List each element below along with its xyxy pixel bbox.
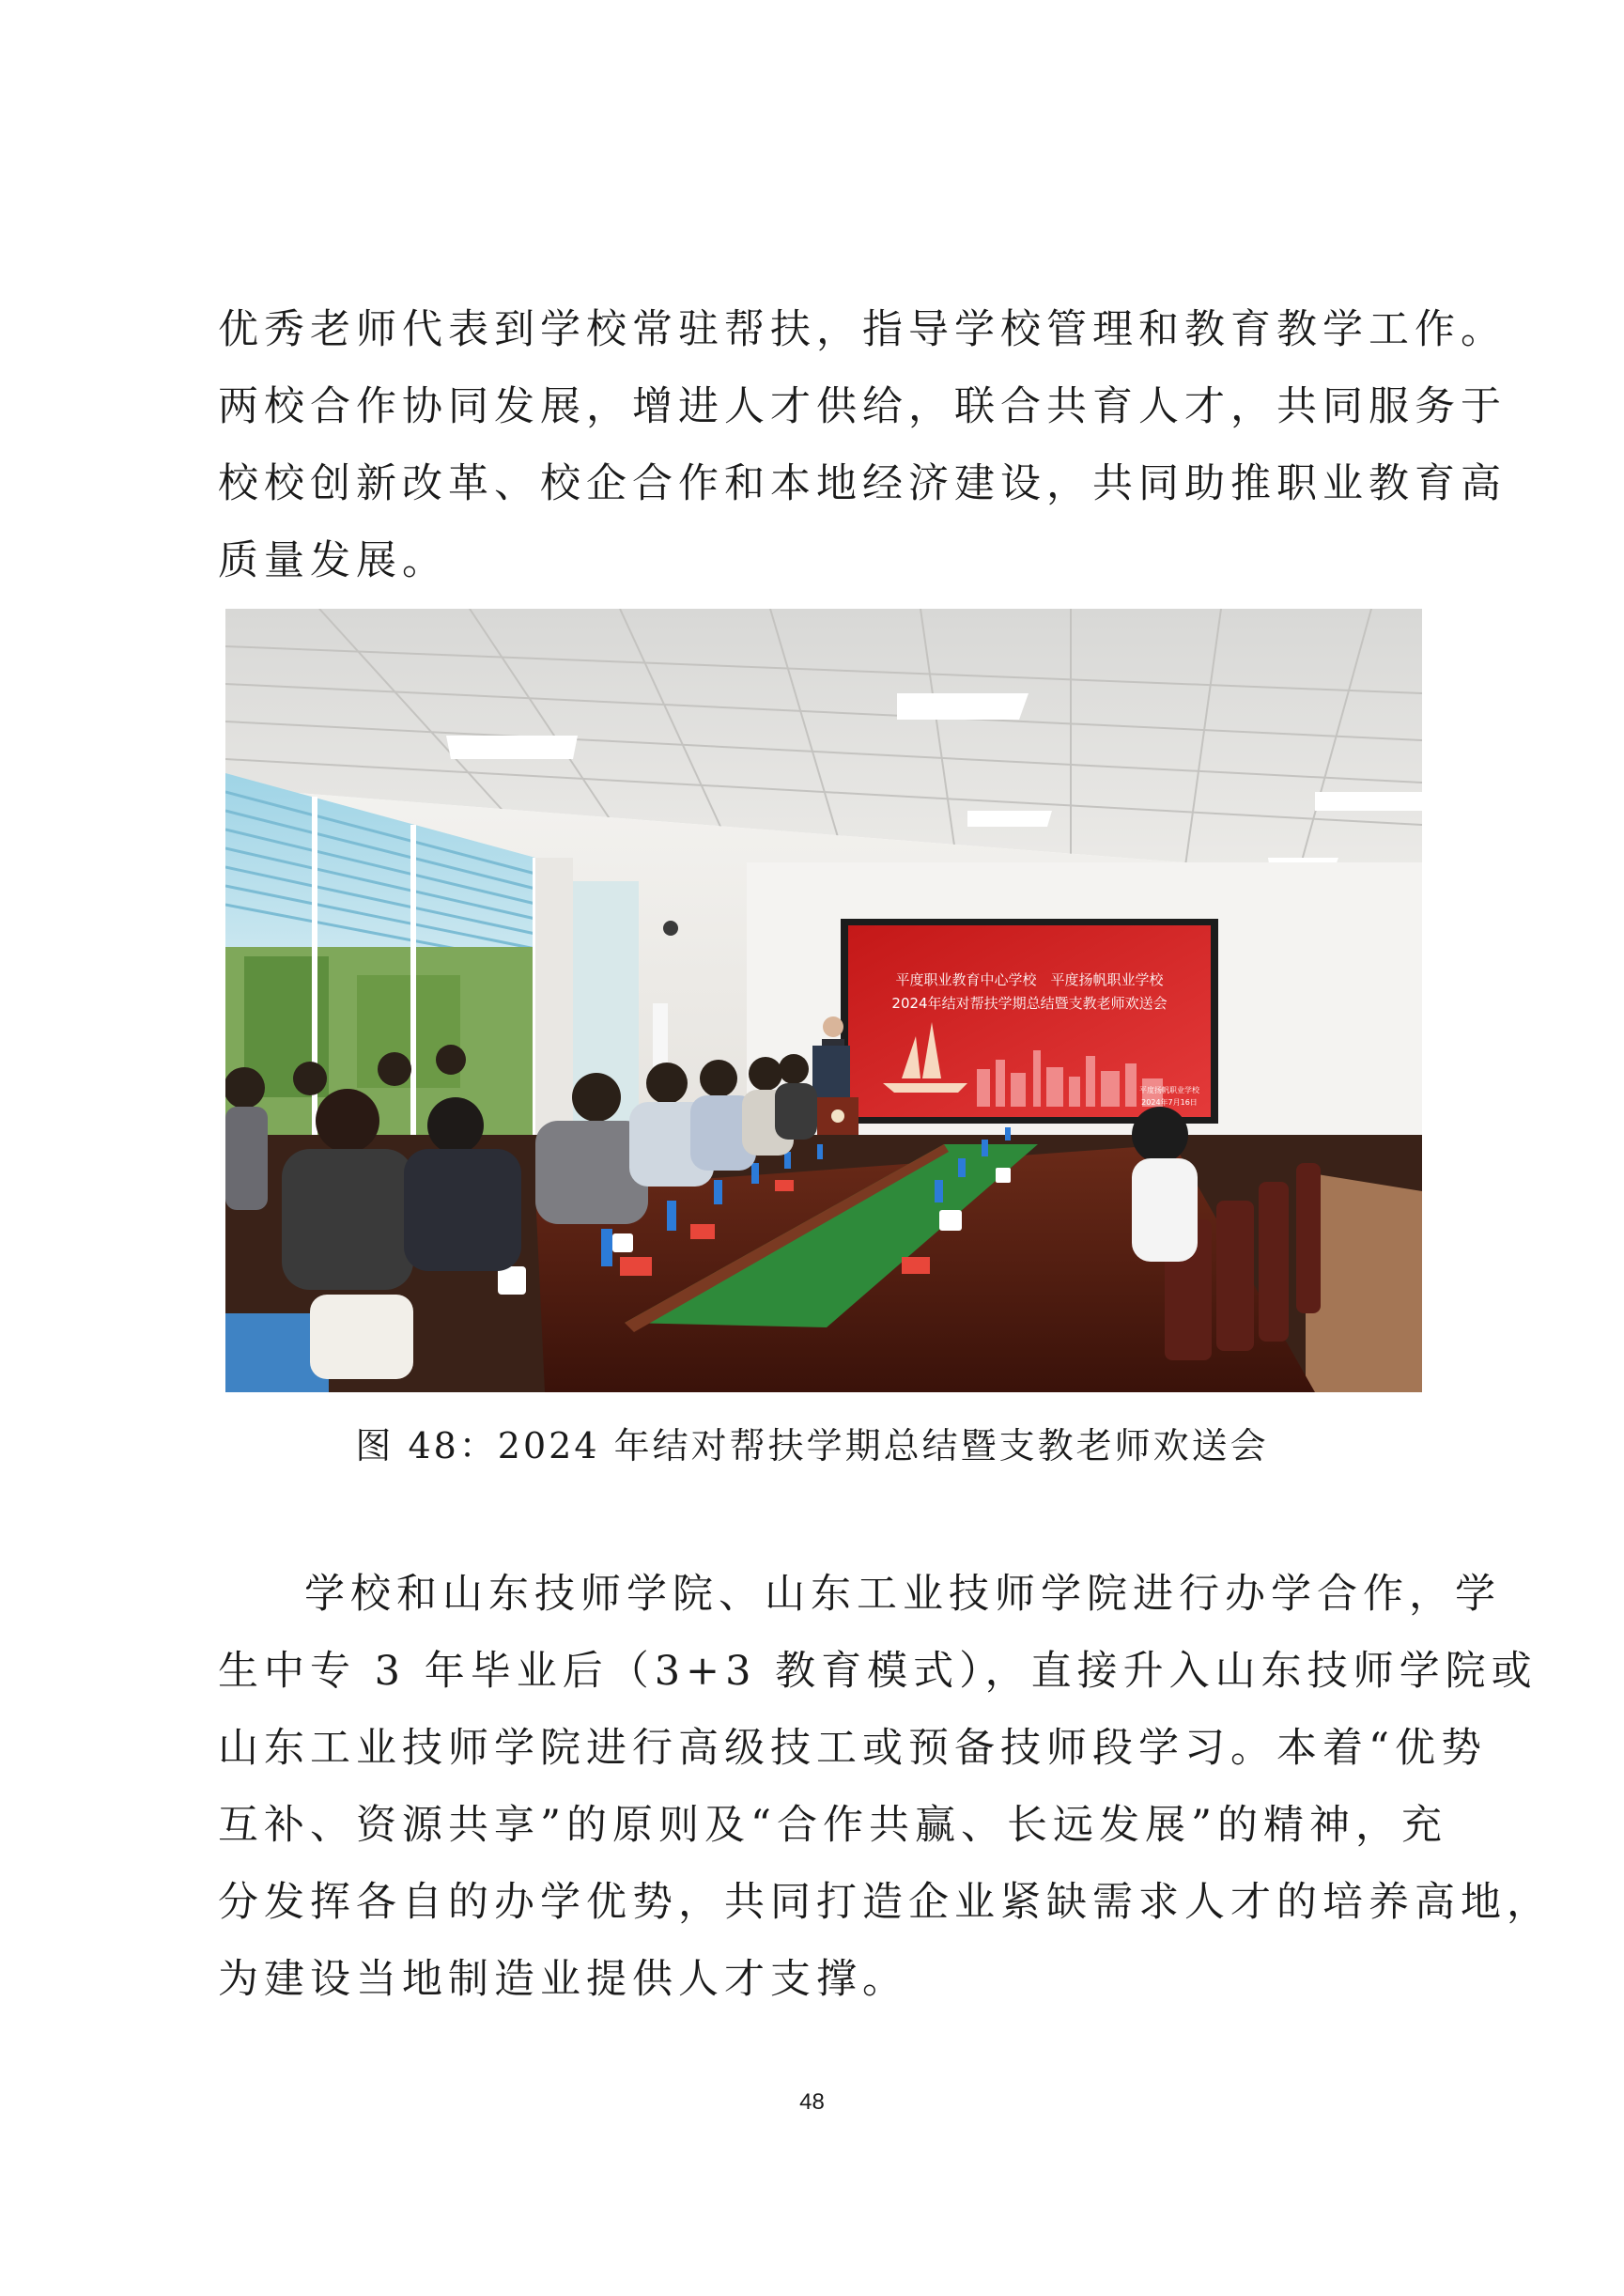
- bottom-paragraph: [218, 1556, 1553, 2018]
- screen-small-date: 2024年7月16日: [1141, 1098, 1198, 1107]
- text-line: 为建设当地制造业提供人才支撑。: [218, 1956, 908, 2003]
- text-line: 学校和山东技师学院、山东工业技师学院进行办学合作，学: [304, 1571, 1501, 1618]
- text-line: 分发挥各自的办学优势，共同打造企业紧缺需求人才的培养高地，: [218, 1879, 1553, 1926]
- text-line: 山东工业技师学院进行高级技工或预备技师段学习。本着“优势: [218, 1725, 1487, 1772]
- text-line: 两校合作协同发展，增进人才供给，联合共育人才，共同服务于: [218, 383, 1507, 430]
- page-number: 48: [799, 2089, 825, 2115]
- text-line: 校校创新改革、校企合作和本地经济建设，共同助推职业教育高: [218, 460, 1507, 507]
- top-paragraph: [218, 291, 1507, 599]
- meeting-photo: [225, 609, 1422, 1392]
- screen-title-line1: 平度职业教育中心学校 平度扬帆职业学校: [895, 971, 1164, 988]
- screen-small-org: 平度扬帆职业学校: [1139, 1086, 1199, 1094]
- screen-title-line2: 2024年结对帮扶学期总结暨支教老师欢送会: [891, 995, 1168, 1012]
- text-line: 互补、资源共享”的原则及“合作共赢、长远发展”的精神，充: [218, 1802, 1447, 1849]
- text-line: 优秀老师代表到学校常驻帮扶，指导学校管理和教育教学工作。: [218, 306, 1507, 353]
- text-line: 生中专 3 年毕业后（3+3 教育模式），直接升入山东技师学院或: [218, 1648, 1538, 1695]
- text-line: 质量发展。: [218, 537, 448, 584]
- figure-caption: 图 48：2024 年结对帮扶学期总结暨支教老师欢送会: [355, 1425, 1269, 1466]
